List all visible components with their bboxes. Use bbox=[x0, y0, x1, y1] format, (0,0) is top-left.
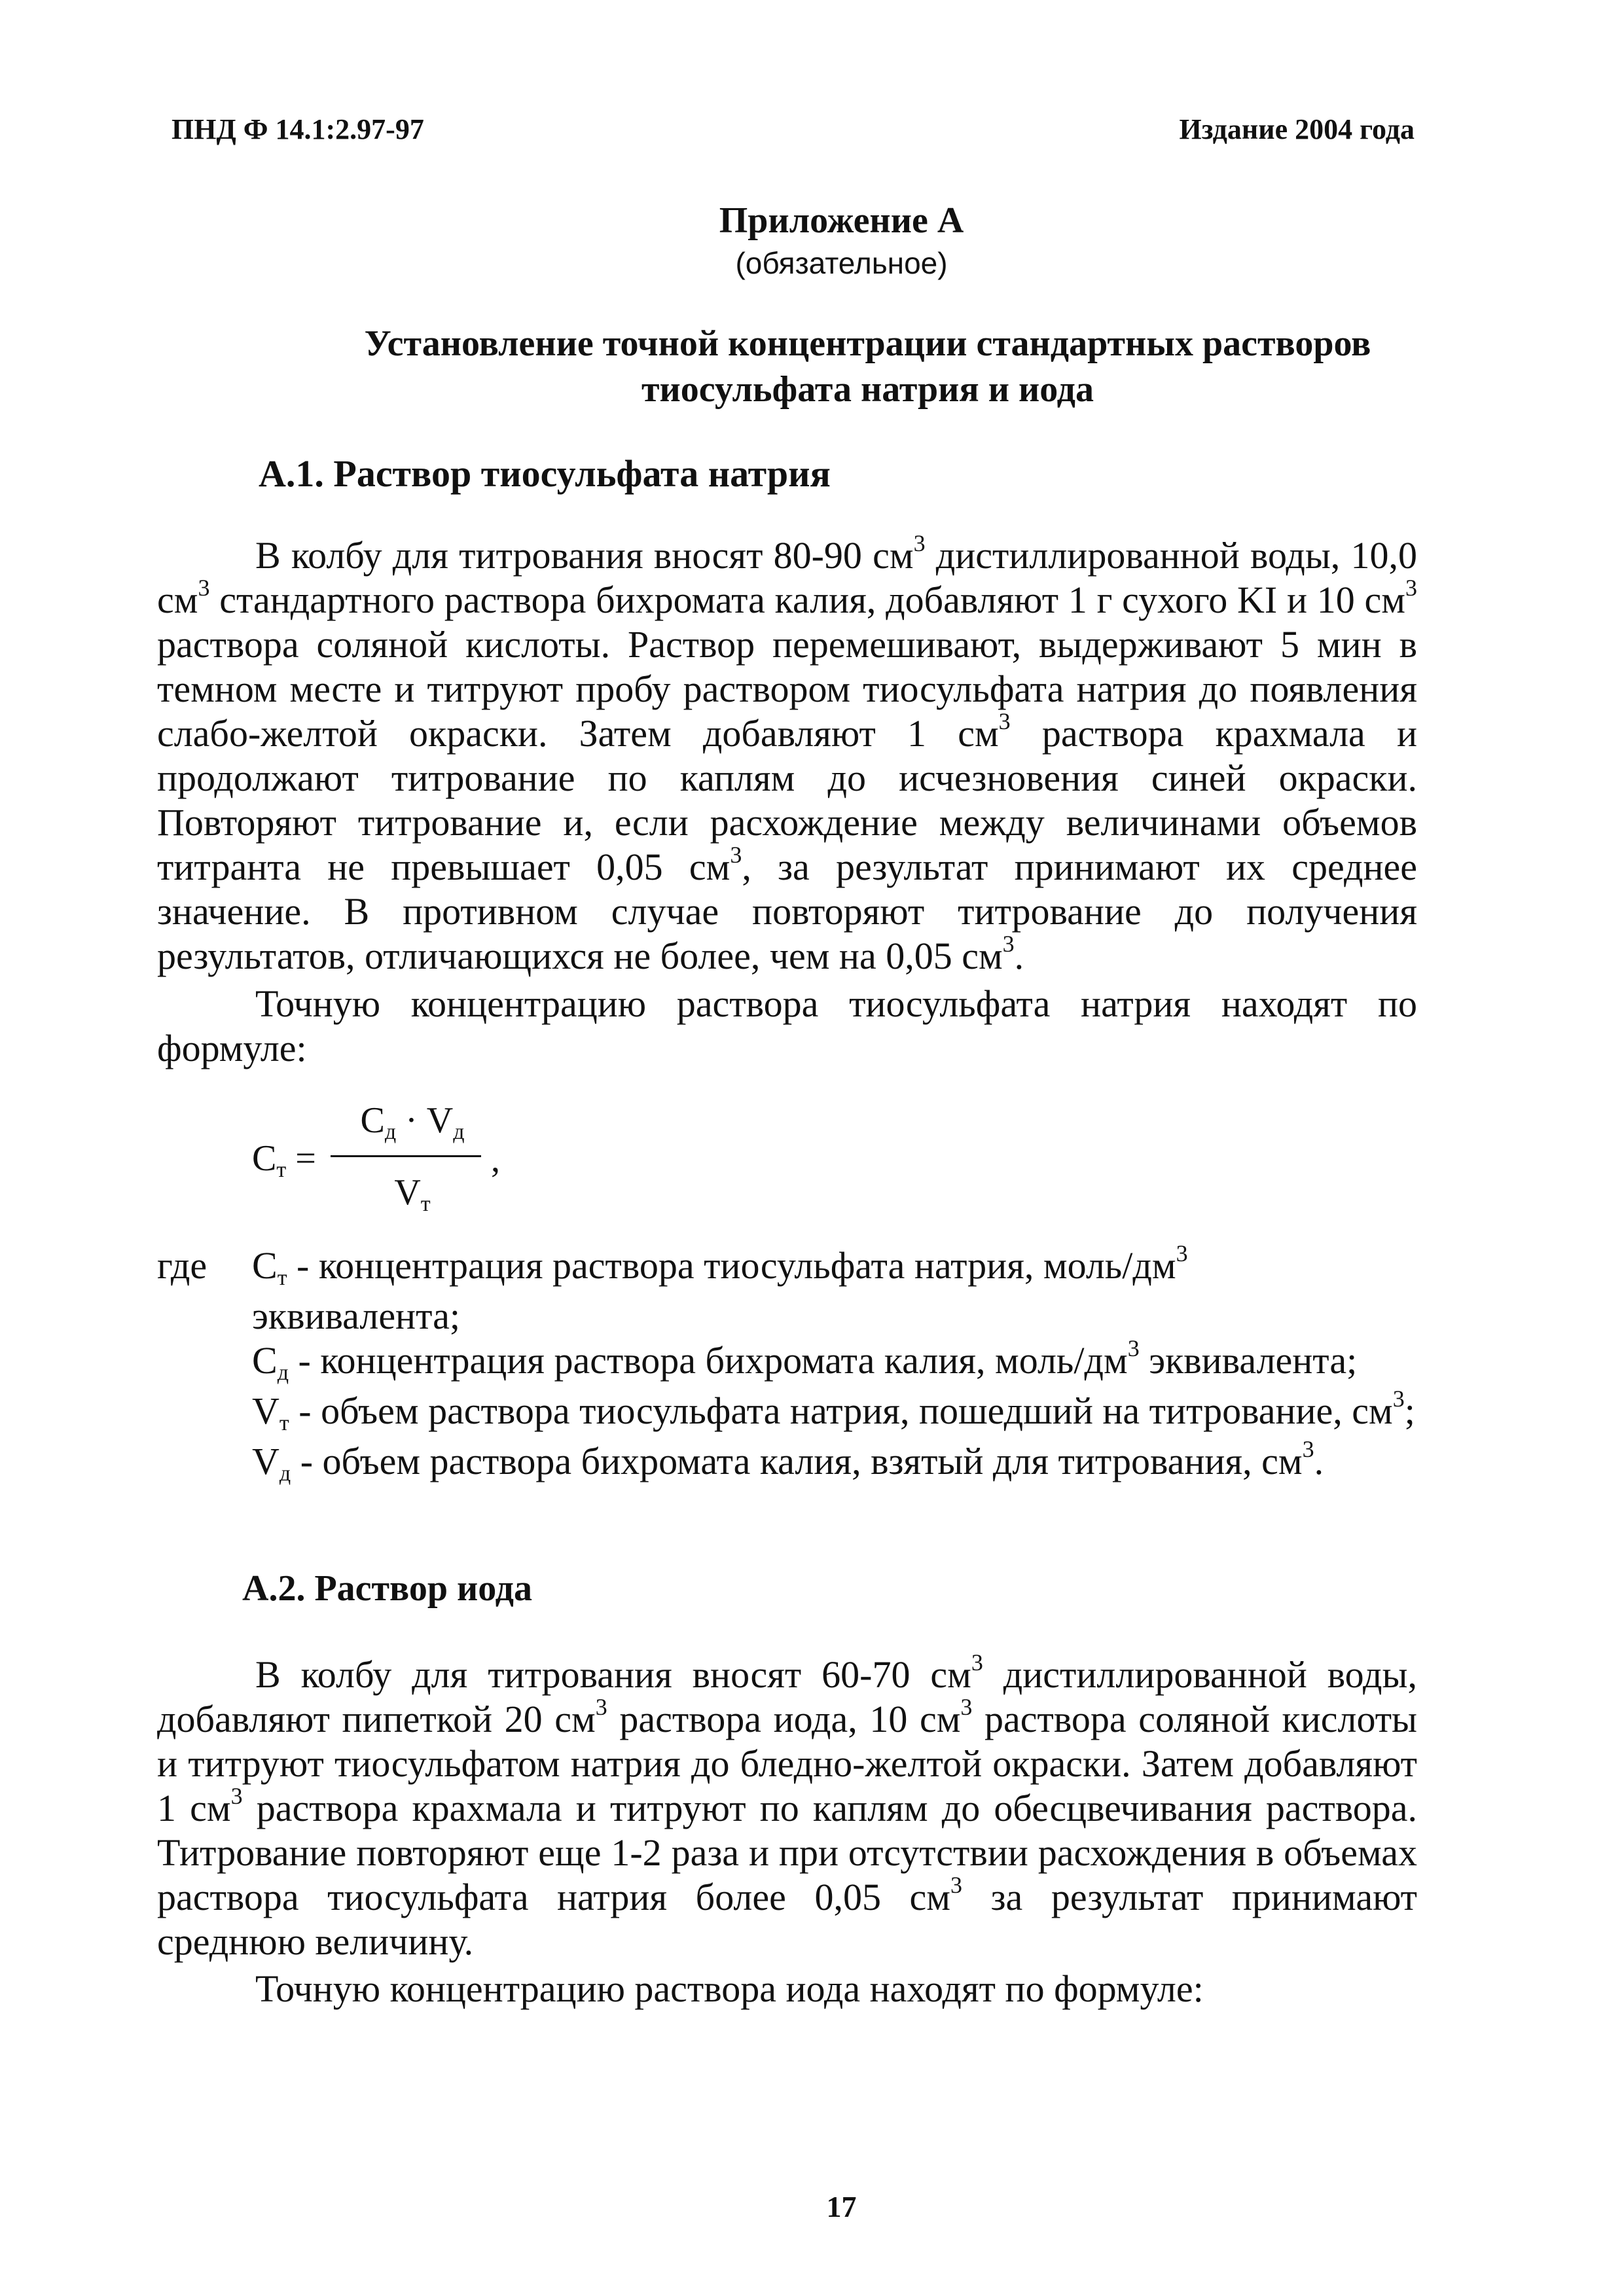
page-number: 17 bbox=[826, 2190, 857, 2223]
formula-denominator: Vт bbox=[394, 1172, 431, 1216]
section-1-paragraph-2: Точную концентрацию раствора тиосульфата натрия находят по формуле: bbox=[157, 982, 1417, 1069]
fraction-bar bbox=[331, 1155, 481, 1157]
where-label: где bbox=[157, 1244, 208, 1287]
doc-code: ПНД Ф 14.1:2.97-97 bbox=[171, 113, 424, 145]
section-1-paragraph-1: В колбу для титрования вносят 80-90 $см^3$ дистиллированной воды, 10,0 $см^3$ стандартного раствора бихромата калия, добавляют 1 г сухого KI и 10 $см^3$ раствора соляной кислоты. Раствор перемешивают, выдерживают 5 мин в темном месте и титруют пробу раствором тиосульфата натрия до появления слабо-желтой окраски. Затем добавляют 1 $см^3$ раствора крахмала и продолжают титрование по каплям до исчезновения синей окраски. Повторяют титрование и, если расхождение между величинами объемов титранта не превышает 0,05 $см^3$, за результат принимают их среднее значение. В противном случае повторяют титрование до получения результатов, отличающихся не более, чем на 0,05 $см^3$. bbox=[157, 529, 1417, 977]
main-title-line-1: Установление точной концентрации стандартных растворов bbox=[364, 323, 1371, 364]
edition-label: Издание 2004 года bbox=[1179, 113, 1415, 145]
section-2-paragraph-1: В колбу для титрования вносят 60-70 $см^3$ дистиллированной воды, добавляют пипеткой 20 $см^3$ раствора иода, 10 $см^3$ раствора соляной кислоты и титруют тиосульфатом натрия до бледно-желтой окраски. Затем добавляют 1 $см^3$ раствора крахмала и титруют по каплям до обесцвечивания раствора. Титрование повторяют еще 1-2 раза и при отсутствии расхождения в объемах раствора тиосульфата натрия более 0,05 $см^3$ за результат принимают среднюю величину. bbox=[157, 1649, 1418, 1963]
appendix-subtitle: (обязательное) bbox=[735, 246, 948, 280]
formula-comma: , bbox=[491, 1139, 500, 1180]
definition-cd: Cд - концентрация раствора бихромата калия, моль/$дм^3$ эквивалента; bbox=[252, 1335, 1358, 1385]
section-2-title: А.2. Раствор иода bbox=[242, 1568, 532, 1609]
definitions-list bbox=[252, 1240, 1417, 1490]
formula-thiosulfate bbox=[252, 1100, 579, 1230]
main-title-line-2: тиосульфата натрия и иода bbox=[641, 369, 1094, 410]
section-2-paragraph-2: Точную концентрацию раствора иода находят по формуле: bbox=[255, 1967, 1204, 2010]
definition-ct: Cт - концентрация раствора тиосульфата натрия, моль/$дм^3$ эквивалента; bbox=[252, 1240, 1188, 1337]
definition-vt: Vт - объем раствора тиосульфата натрия, пошедший на титрование, $см^3$; bbox=[252, 1385, 1415, 1435]
formula-lhs: Cт = bbox=[252, 1138, 316, 1182]
section-1-title: А.1. Раствор тиосульфата натрия bbox=[259, 452, 831, 495]
definition-vd: Vд - объем раствора бихромата калия, взятый для титрования, $см^3$. bbox=[252, 1435, 1324, 1486]
main-title bbox=[0, 321, 1624, 412]
appendix-title: Приложение А bbox=[719, 200, 964, 241]
formula-numerator: Cд · Vд bbox=[360, 1100, 465, 1144]
